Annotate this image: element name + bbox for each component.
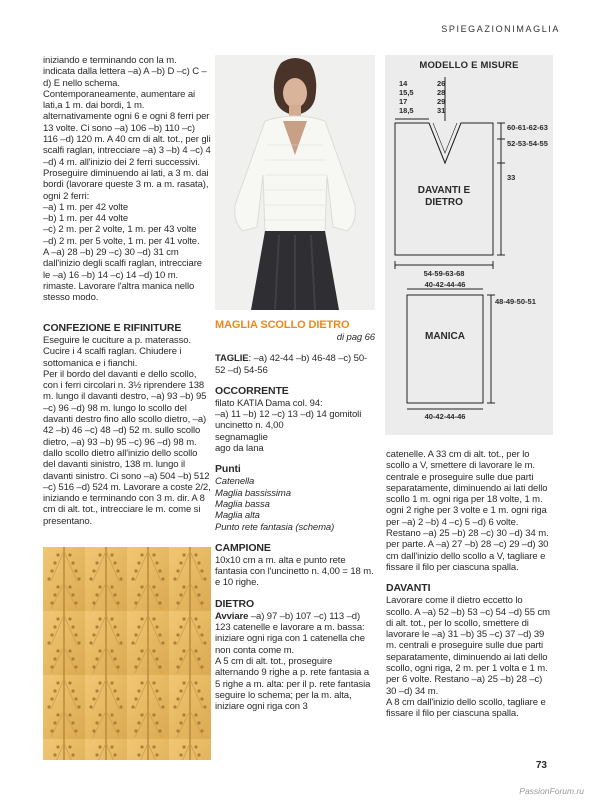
list-item: Maglia alta <box>215 510 260 522</box>
section-heading: DIETRO <box>215 597 255 610</box>
label-line: DAVANTI E <box>417 185 471 196</box>
page-reference: di pag 66 <box>336 332 375 343</box>
side-length-2: 52-53-54-55 <box>507 139 548 148</box>
section-heading: DAVANTI <box>386 582 431 595</box>
paragraph: iniziando e terminando con la m. indicata dalla lettera –a) A –b) D –c) C –d) E nello schema. Contemporaneamente, aumentare ai lati,a 1 m. dai bordi, 1 m. alternativamente ogni 6 e ogni 8 ferri per 13 volte. Ci sono –a) 106 –b) 110 –c) 116 –d) 120 m. A 40 cm di alt. tot., per gli scalfi raglan, intrecciare –a) 3 –b) 4 –c) 4 –d) 4 m. all'inizio dei 2 ferri successivi. Proseguire diminuendo ai lati, a 3 m. dai bordi (lavorare queste 3 m. a m. rasata), ogni 2 ferri: <box>43 55 211 202</box>
list-item: –a) 11 –b) 12 –c) 13 –d) 14 gomitoli <box>215 409 362 421</box>
paragraph: Lavorare come il dietro eccetto lo scollo. A –a) 52 –b) 53 –c) 54 –d) 55 cm di alt. tot., per lo scollo, smettere di lavorare le –a) 31 –b) 35 –c) 37 –d) 39 m. centrali e proseguire sulle due parti separatamente, diminuendo ai lati dello scollo, ogni riga, 2 m. per 1 volta e 1 m. per 6 volte. Restano –a) 25 –b) 28 –c) 30 –d) 34 m. <box>386 595 550 697</box>
column-3-text <box>386 449 551 720</box>
measure-value: 31 <box>437 106 446 115</box>
paragraph: Per il bordo del davanti e dello scollo, con i ferri circolari n. 3½ riprendere 138 m. lungo il davanti destro, –a) 93 –b) 95 –c) 96 –d) 98 m. lungo lo scollo del davanti destro fino allo scollo dietro, –a) 42 –b) 46 –c) 48 –d) 52 m. sullo scollo dietro, –a) 93 –b) 95 –c) 96 –d) 98 m. dallo scollo dietro all'inizio dello scollo del davanti sinistro, 138 m. lungo il davanti sinistro. Ci sono –a) 504 –b) 512 –c) 516 –d) 524 m. Lavorare a coste 2/2, iniziando e terminando con 3 m. dir. A 8 cm di alt. tot., intrecciare le m. come si presentano. <box>43 368 211 527</box>
paragraph-text: –a) 97 –b) 107 –c) 113 –d) 123 catenelle e lavorare a m. bassa: iniziare ogni riga con 1 catenella che non conta come m. <box>215 610 365 656</box>
paragraph: Eseguire le cuciture a p. materasso. Cucire i 4 scalfi raglan. Chiudere i sottomanica e i fianchi. <box>43 335 191 369</box>
neck-width-values <box>399 79 414 115</box>
page-number: 73 <box>535 760 547 771</box>
running-header <box>441 24 560 34</box>
section-heading: OCCORRENTE <box>215 384 289 397</box>
list-item: uncinetto n. 4,00 <box>215 420 284 432</box>
pattern-title: MAGLIA SCOLLO DIETRO <box>215 319 350 331</box>
measure-value: 17 <box>399 97 408 106</box>
body-width: 54-59-63-68 <box>423 269 465 278</box>
section-heading: Punti <box>215 463 241 476</box>
front-back-label <box>395 185 493 209</box>
diagram-title: MODELLO E MISURE <box>419 60 519 71</box>
bold-lead: Avviare <box>215 610 249 622</box>
list-item: Punto rete fantasia (schema) <box>215 521 335 533</box>
sizes <box>215 353 375 376</box>
paragraph: Restano –a) 25 –b) 28 –c) 30 –d) 34 m. per parte. A –a) 27 –b) 28 –c) 29 –d) 30 cm dall'inizio dello scollo a V, tagliare e fissare il filo per ciascuna spalla. <box>386 528 549 573</box>
paragraph: A –a) 28 –b) 29 –c) 30 –d) 31 cm dall'inizio degli scalfi raglan, intrecciare le –a) 16 –b) 14 –c) 14 –d) 10 m. rimaste. Lavorare l'altra manica nello stesso modo. <box>43 247 202 304</box>
side-length-1: 60-61-62-63 <box>507 123 548 132</box>
woman-wearing-sweater <box>215 55 375 310</box>
paragraph: A 5 cm di alt. tot., proseguire alternando 9 righe a p. rete fantasia a 5 righe a m. alta: per il p. rete fantasia seguire lo schema; per la m. alta, iniziare ogni riga con 3 <box>215 655 371 713</box>
list-item: –a) 1 m. per 42 volte <box>43 201 129 213</box>
paragraph: 10x10 cm a m. alta e punto rete fantasia con l'uncinetto n. 4,00 = 18 m. e 10 righe. <box>215 554 374 589</box>
leaf-lace-pattern <box>43 547 211 760</box>
sleeve-bottom-width: 40-42-44-46 <box>424 412 466 421</box>
paragraph: catenelle. A 33 cm di alt. tot., per lo scollo a V, smettere di lavorare le m. centrale e proseguire sulle due parti separatamente, diminuendo ai lati dello scollo 1 m. ogni riga per 18 volte, 1 m. ogni 2 righe per 3 volte e 1 m. ogni riga per –a) 2 –b) 4 –c) 5 –d) 6 volte. <box>386 449 548 528</box>
paragraph: A 8 cm dall'inizio dello scollo, tagliare e fissare il filo per ciascuna spalla. <box>386 696 546 720</box>
column-2-text <box>215 319 375 712</box>
measure-value: 15,5 <box>399 88 414 97</box>
runner-section: SPIEGAZIONI <box>441 24 517 34</box>
measure-value: 28 <box>437 88 446 97</box>
side-length-3: 33 <box>507 173 516 182</box>
sizes-label: TAGLIE <box>215 353 249 365</box>
shoulder-values <box>437 79 445 115</box>
list-item: ago da lana <box>215 443 264 455</box>
model-photo <box>215 55 375 310</box>
sleeve-top-width: 40-42-44-46 <box>424 280 466 289</box>
measure-value: 14 <box>399 79 408 88</box>
list-item: Catenella <box>215 476 255 488</box>
column-1-text <box>43 55 211 304</box>
section-heading: CONFEZIONE E RIFINITURE <box>43 322 182 334</box>
runner-topic: MAGLIA <box>516 24 560 34</box>
list-item: –c) 2 m. per 2 volte, 1 m. per 43 volte <box>43 224 197 236</box>
list-item: filato KATIA Dama col. 94: <box>215 397 323 409</box>
list-item: Maglia bassa <box>215 498 270 510</box>
measure-value: 18,5 <box>399 106 414 115</box>
sleeve-length: 48-49-50-51 <box>495 297 536 306</box>
confezione-section <box>43 322 211 527</box>
schematic-diagram <box>385 55 553 435</box>
sizes-values: : –a) 42-44 –b) 46-48 –c) 50-52 –d) 54-56 <box>215 353 368 376</box>
list-item: –d) 2 m. per 5 volte, 1 m. per 41 volte. <box>43 235 200 247</box>
list-item: Maglia bassissima <box>215 487 291 499</box>
sleeve-label: MANICA <box>425 331 465 342</box>
list-item: segnamaglie <box>215 431 268 443</box>
watermark: PassionForum.ru <box>519 786 584 796</box>
section-heading: CAMPIONE <box>215 541 271 554</box>
measure-value: 26 <box>437 79 446 88</box>
list-item: –b) 1 m. per 44 volte <box>43 213 129 225</box>
knit-fabric-photo <box>43 547 211 760</box>
label-line: DIETRO <box>425 197 463 208</box>
measure-value: 29 <box>437 97 446 106</box>
paragraph <box>215 611 375 656</box>
